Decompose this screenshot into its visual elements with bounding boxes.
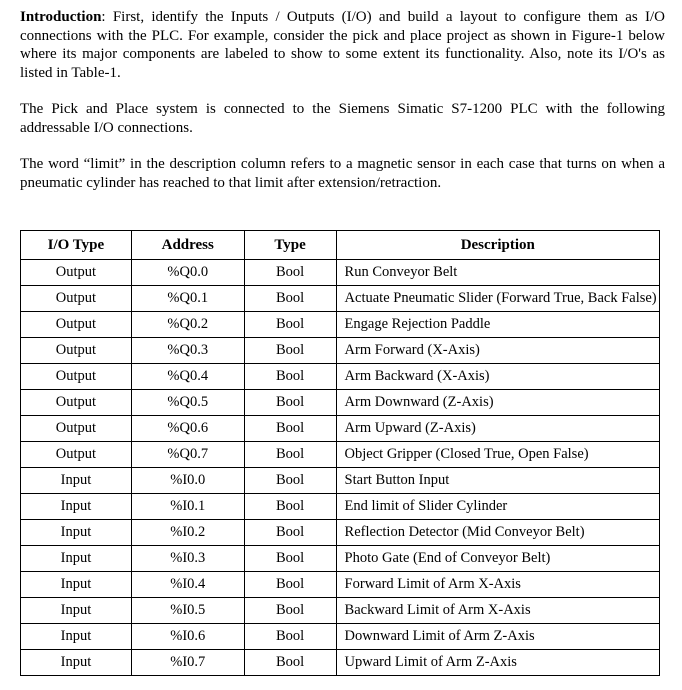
description-cell: End limit of Slider Cylinder — [336, 494, 659, 520]
description-cell: Arm Downward (Z-Axis) — [336, 390, 659, 416]
intro-lead: Introduction — [20, 9, 102, 25]
type-cell: Bool — [244, 442, 336, 468]
table-row — [21, 520, 660, 546]
type-cell: Bool — [244, 546, 336, 572]
io-type-cell: Input — [21, 520, 132, 546]
description-cell: Arm Upward (Z-Axis) — [336, 416, 659, 442]
table-row — [21, 286, 660, 312]
header-type: Type — [244, 231, 336, 260]
intro-paragraph — [20, 8, 665, 82]
type-cell: Bool — [244, 260, 336, 286]
type-cell: Bool — [244, 650, 336, 676]
type-cell: Bool — [244, 312, 336, 338]
table-row — [21, 416, 660, 442]
table-row — [21, 598, 660, 624]
io-type-cell: Input — [21, 494, 132, 520]
table-row — [21, 546, 660, 572]
description-cell: Upward Limit of Arm Z-Axis — [336, 650, 659, 676]
description-cell: Arm Forward (X-Axis) — [336, 338, 659, 364]
io-table — [20, 230, 660, 676]
table-row — [21, 338, 660, 364]
io-type-cell: Output — [21, 312, 132, 338]
type-cell: Bool — [244, 468, 336, 494]
io-type-cell: Output — [21, 260, 132, 286]
table-row — [21, 390, 660, 416]
description-cell: Backward Limit of Arm X-Axis — [336, 598, 659, 624]
address-cell: %I0.1 — [131, 494, 244, 520]
description-cell: Photo Gate (End of Conveyor Belt) — [336, 546, 659, 572]
address-cell: %Q0.7 — [131, 442, 244, 468]
io-type-cell: Output — [21, 390, 132, 416]
connection-paragraph: The Pick and Place system is connected to the Siemens Simatic S7-1200 PLC with the following addressable I/O connections. — [20, 101, 665, 136]
table-row — [21, 572, 660, 598]
header-io-type: I/O Type — [21, 231, 132, 260]
type-cell: Bool — [244, 390, 336, 416]
address-cell: %Q0.5 — [131, 390, 244, 416]
io-type-cell: Output — [21, 416, 132, 442]
table-body — [21, 260, 660, 676]
header-description: Description — [336, 231, 659, 260]
address-cell: %Q0.0 — [131, 260, 244, 286]
io-type-cell: Input — [21, 598, 132, 624]
io-type-cell: Output — [21, 338, 132, 364]
table-row — [21, 624, 660, 650]
table-row — [21, 364, 660, 390]
io-type-cell: Input — [21, 624, 132, 650]
intro-text: : First, identify the Inputs / Outputs (I/O) and build a layout to configure them as I/O connections with the PLC. For example, consider the pick and place project as shown in Figure-1 below where its major components are labeled to show to some extent its functionality. Also, note its I/O's as listed in Table-1. — [20, 9, 665, 81]
type-cell: Bool — [244, 286, 336, 312]
description-cell: Run Conveyor Belt — [336, 260, 659, 286]
table-row — [21, 494, 660, 520]
table-header-row — [21, 231, 660, 260]
address-cell: %Q0.6 — [131, 416, 244, 442]
type-cell: Bool — [244, 494, 336, 520]
table-row — [21, 260, 660, 286]
io-type-cell: Input — [21, 468, 132, 494]
description-cell: Forward Limit of Arm X-Axis — [336, 572, 659, 598]
io-type-cell: Input — [21, 650, 132, 676]
table-row — [21, 650, 660, 676]
io-type-cell: Input — [21, 546, 132, 572]
description-cell: Object Gripper (Closed True, Open False) — [336, 442, 659, 468]
table-row — [21, 468, 660, 494]
description-cell: Arm Backward (X-Axis) — [336, 364, 659, 390]
document-body — [20, 8, 665, 192]
description-cell: Engage Rejection Paddle — [336, 312, 659, 338]
description-cell: Downward Limit of Arm Z-Axis — [336, 624, 659, 650]
description-cell: Start Button Input — [336, 468, 659, 494]
type-cell: Bool — [244, 416, 336, 442]
header-address: Address — [131, 231, 244, 260]
io-type-cell: Output — [21, 442, 132, 468]
io-type-cell: Input — [21, 572, 132, 598]
address-cell: %Q0.2 — [131, 312, 244, 338]
io-type-cell: Output — [21, 364, 132, 390]
address-cell: %I0.7 — [131, 650, 244, 676]
address-cell: %Q0.3 — [131, 338, 244, 364]
limit-paragraph: The word “limit” in the description column refers to a magnetic sensor in each case that turns on when a pneumatic cylinder has reached to that limit after extension/retraction. — [20, 156, 665, 191]
address-cell: %Q0.1 — [131, 286, 244, 312]
type-cell: Bool — [244, 598, 336, 624]
address-cell: %I0.5 — [131, 598, 244, 624]
address-cell: %I0.2 — [131, 520, 244, 546]
type-cell: Bool — [244, 624, 336, 650]
type-cell: Bool — [244, 572, 336, 598]
type-cell: Bool — [244, 520, 336, 546]
type-cell: Bool — [244, 338, 336, 364]
type-cell: Bool — [244, 364, 336, 390]
description-cell: Actuate Pneumatic Slider (Forward True, Back False) — [336, 286, 659, 312]
address-cell: %I0.6 — [131, 624, 244, 650]
table-row — [21, 312, 660, 338]
address-cell: %I0.4 — [131, 572, 244, 598]
address-cell: %Q0.4 — [131, 364, 244, 390]
description-cell: Reflection Detector (Mid Conveyor Belt) — [336, 520, 659, 546]
address-cell: %I0.0 — [131, 468, 244, 494]
table-row — [21, 442, 660, 468]
address-cell: %I0.3 — [131, 546, 244, 572]
io-type-cell: Output — [21, 286, 132, 312]
